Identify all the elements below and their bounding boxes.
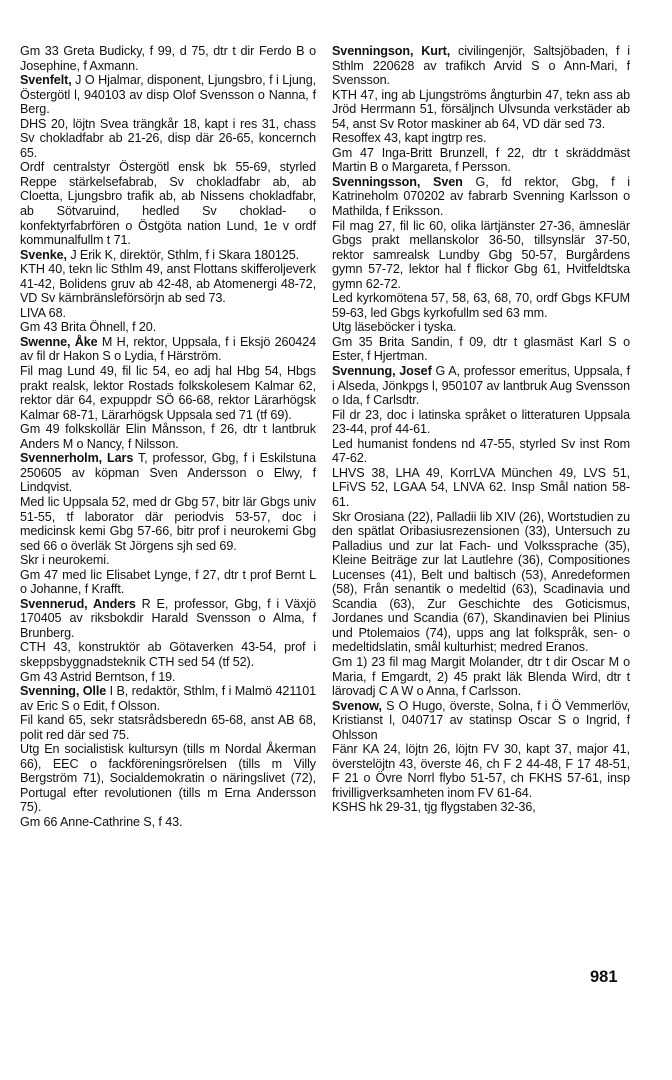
entry-paragraph [332,742,630,800]
entry-paragraph [20,815,316,830]
entry-paragraph [20,117,316,161]
entry-text: Skr i neurokemi. [20,553,110,568]
entry-paragraph [332,335,630,364]
entry-paragraph [20,568,316,597]
entry-text: Gm 47 med lic Elisabet Lynge, f 27, dtr t prof Bernt L o Johanne, f Krafft. [20,567,316,597]
entry-text: G, fd rektor, Gbg, f i Katrineholm 070202 av fabrarb Svenning Karlsson o Mathilda, f Eriksson. [332,174,630,219]
entry-paragraph [20,640,316,669]
entry-paragraph [332,510,630,655]
entry-heading [332,699,630,743]
entry-heading [20,335,316,364]
entry-text: G A, professor emeritus, Uppsala, f i Alseda, Jönkpgs l, 950107 av lantbruk Aug Svensson o Ida, f Carlsdtr. [332,364,630,408]
entry-paragraph [332,88,630,132]
entry-name: Svenow, [332,698,382,713]
entry-name: Svenningson, Kurt, [332,44,451,58]
entry-text: Fil mag Lund 49, fil lic 54, eo adj hal Hbg 54, Hbgs prakt realsk, lektor Rostads folkskolesem Kalmar 62, rektor där 64, expuppdr SÖ 66-68, rektor Lärarhögsk Kalmar 68-71, Lärarhögsk Uppsala sed 71 (tf 69). [20,364,316,422]
entry-text: Led kyrkomötena 57, 58, 63, 68, 70, ordf Gbgs KFUM 59-63, led Gbgs kyrkofullm sed 63 mm. [332,291,630,320]
entry-paragraph [20,742,316,815]
entry-text: Gm 43 Astrid Berntson, f 19. [20,669,176,684]
entry-text: Med lic Uppsala 52, med dr Gbg 57, bitr lär Gbgs univ 51-55, tf laborator där periodvis 53-57, doc i medicinsk kemi Gbg 57-66, bitr prof i neurokemi Gbg sed 66 o överläk St Jörgens sjh sed 69. [20,494,316,553]
entry-text: Utg En socialistisk kultursyn (tills m Nordal Åkerman 66), EEC o fackföreningsrörelsen (tills m Villy Bergström 71), Socialdemokratin o näringslivet (72), Portugal efter revolutionen (tills m Erna Andersson 75). [20,742,316,815]
entry-paragraph [332,437,630,466]
entry-text: Gm 66 Anne-Cathrine S, f 43. [20,814,183,829]
entry-text: Gm 43 Brita Öhnell, f 20. [20,320,157,335]
entry-paragraph [20,670,316,685]
entry-paragraph [332,320,630,335]
entry-heading [20,597,316,641]
entry-text: Fil kand 65, sekr statsrådsberedn 65-68, anst AB 68, polit red där sed 75. [20,713,316,742]
entry-text: KTH 47, ing ab Ljungströms ångturbin 47, tekn ass ab Jröd Herrmann 51, försäljnch Ulvsunda verkstäder ab 54, anst Sv Rotor maskiner ab 64, VD där sed 73. [332,87,630,131]
entry-paragraph [20,364,316,422]
entry-paragraph [20,713,316,742]
entry-text: M H, rektor, Uppsala, f i Eksjö 260424 av fil dr Hakon S o Lydia, f Härström. [20,334,316,364]
entry-text: civilingenjör, Saltsjöbaden, f i Sthlm 220628 av trafikch Arvid S o Ann-Mari, f Svensson. [332,44,630,88]
entry-heading [332,175,630,219]
entry-paragraph [20,306,316,321]
entry-text: Gm 33 Greta Budicky, f 99, d 75, dtr t dir Ferdo B o Josephine, f Axmann. [20,44,316,73]
entry-text: Gm 47 Inga-Britt Brunzell, f 22, dtr t skräddmäst Martin B o Margareta, f Persson. [332,145,630,175]
entry-text: I B, redaktör, Sthlm, f i Malmö 421101 av Eric S o Edit, f Olsson. [20,684,316,713]
entry-name: Svennerud, Anders [20,596,136,611]
entry-paragraph [20,44,316,73]
entry-name: Svenning, Olle [20,684,107,699]
entry-paragraph [20,495,316,553]
entry-text: Skr Orosiana (22), Palladii lib XIV (26), Wortstudien zu den spätlat Oribasiusrezensionen (33), Untersuch zu Palladius und zur lat Fach- und Volkssprache (35), Kleine Beiträge zur lat Lautlehre (36), Compositiones Lucenses (41), Belt und baltisch (53), Anredeformen (58), Från senantik o medeltid (63), Scadinavia und Scandia (63), Zur Geschichte des Goticismus, Jordanes und Scandia (67), Skandinavien bei Plinius und Ptolemaios (74), upps ang lat folkspråk, sen- o medeltidslatin, smål kulturhist; medred Eranos. [332,509,630,655]
entry-text: J O Hjalmar, disponent, Ljungsbro, f i Ljung, Östergötl l, 940103 av disp Olof Svensson o Nanna, f Berg. [20,73,316,117]
entry-text: Ordf centralstyr Östergötl ensk bk 55-69, styrled Reppe stärkelsefabrab, Sv chokladfabr ab, ab Cloetta, Ljungsbro trafik ab, ab Nissens chokladfabr, ab Sötvaruind, hedled Sv choklad- o konfektyrfabrfören o Östgöta nation Lund, 1e v ordf kommunalfullm t 71. [20,160,316,248]
entry-paragraph [20,262,316,306]
entry-heading [332,44,630,88]
entry-paragraph [20,422,316,451]
entry-heading [20,73,316,117]
entry-name: Svenke, [20,247,67,262]
entry-paragraph [20,320,316,335]
entry-paragraph [332,219,630,292]
entry-text: S O Hugo, överste, Solna, f i Ö Vemmerlöv, Kristianst l, 040717 av statinsp Oscar S o Ingrid, f Ohlsson [332,698,630,742]
entry-name: Svennung, Josef [332,364,432,379]
left-column [20,44,316,830]
entry-text: CTH 43, konstruktör ab Götaverken 43-54, prof i skeppsbyggnadsteknik CTH sed 54 (tf 52). [20,640,316,669]
entry-name: Svennerholm, Lars [20,451,134,466]
entry-text: LIVA 68. [20,305,66,320]
entry-text: KSHS hk 29-31, tjg flygstaben 32-36, [332,800,536,815]
entry-name: Swenne, Åke [20,334,98,349]
entry-paragraph [332,655,630,699]
entry-heading [332,364,630,408]
entry-text: Utg läseböcker i tyska. [332,320,457,335]
entry-name: Svenfelt, [20,73,72,88]
entry-paragraph [20,160,316,247]
entry-paragraph [332,466,630,510]
entry-text: Fänr KA 24, löjtn 26, löjtn FV 30, kapt 37, major 41, överstelöjtn 43, överste 46, ch F 2 44-48, F 17 48-51, F 21 o Övre Norrl flybo 51-57, ch FKHS 57-61, insp frivilligverksamheten inom FV 61-64. [332,742,630,800]
entry-paragraph [332,131,630,146]
entry-text: Gm 35 Brita Sandin, f 09, dtr t glasmäst Karl S o Ester, f Hjertman. [332,334,630,364]
entry-heading [20,684,316,713]
entry-paragraph [332,146,630,175]
entry-text: Gm 1) 23 fil mag Margit Molander, dtr t dir Oscar M o Maria, f Emgardt, 2) 45 prakt läk Blenda Wird, dtr t lärovadj C A W o Anna, f Carlsson. [332,654,630,699]
entry-text: J Erik K, direktör, Sthlm, f i Skara 180125. [66,247,300,262]
page-number: 981 [590,968,618,986]
entry-text: DHS 20, löjtn Svea trängkår 18, kapt i res 31, chass Sv chokladfabr ab 21-26, disp där 26-65, koncernch 65. [20,116,316,160]
entry-text: LHVS 38, LHA 49, KorrLVA München 49, LVS 51, LFiVS 52, LGAA 54, LNVA 62. Insp Smål nation 58-61. [332,465,630,509]
entry-paragraph [20,553,316,568]
entry-text: Fil dr 23, doc i latinska språket o litteraturen Uppsala 23-44, prof 44-61. [332,407,630,437]
entry-text: KTH 40, tekn lic Sthlm 49, anst Flottans skifferoljeverk 41-42, Bolidens gruv ab 42-48, ab Atomenergi 48-72, VD Sv kärnbränsleförsörjn ab sed 73. [20,262,316,306]
entry-text: Fil mag 27, fil lic 60, olika lärtjänster 27-36, ämneslär Gbgs prakt mellanskolor 36-50, tillsynslär 37-50, rektor samrealsk Lundby Gbg 50-57, Burgårdens gymn 57-72, lektor hal f flickor Gbg 61, Hvitfeldtska gymn 62-72. [332,218,630,291]
entry-paragraph [332,800,630,815]
entry-text: R E, professor, Gbg, f i Växjö 170405 av riksbokdir Harald Svensson o Alma, f Brunberg. [20,596,316,640]
entry-text: Resoffex 43, kapt ingtrp res. [332,131,487,146]
entry-text: T, professor, Gbg, f i Eskilstuna 250605 av köpman Sven Andersson o Elwy, f Lindqvist. [20,451,316,495]
right-column [332,44,630,815]
entry-paragraph [332,291,630,320]
entry-paragraph [332,408,630,437]
entry-text: Gm 49 folkskollär Elin Månsson, f 26, dtr t lantbruk Anders M o Nancy, f Nilsson. [20,422,316,451]
entry-heading [20,248,316,263]
entry-name: Svenningsson, Sven [332,174,463,189]
entry-heading [20,451,316,495]
entry-text: Led humanist fondens nd 47-55, styrled Sv inst Rom 47-62. [332,436,630,466]
